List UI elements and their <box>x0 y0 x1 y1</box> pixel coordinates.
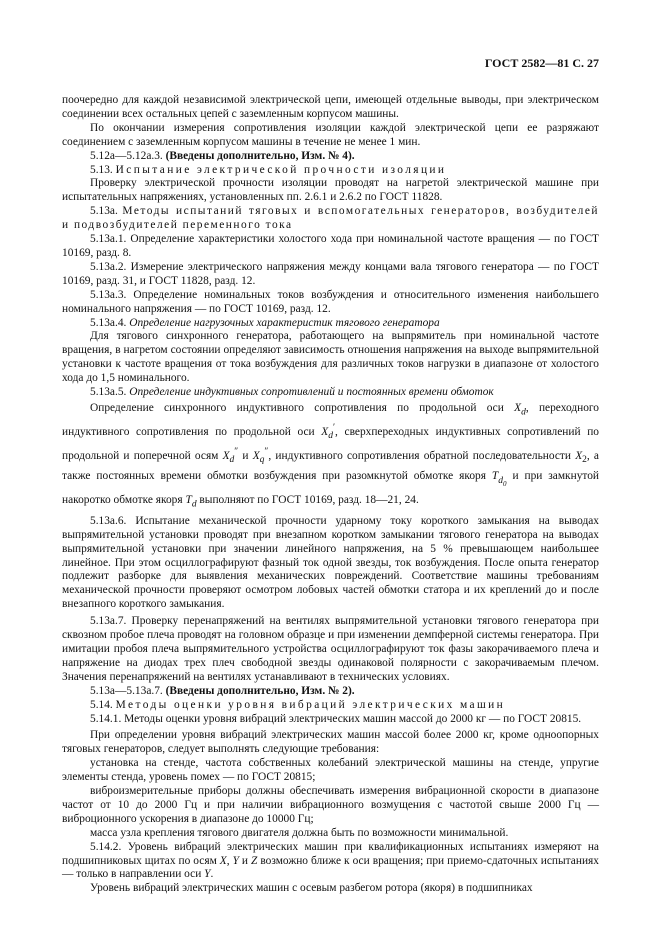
paragraph: Проверку электрической прочности изоляции проводят на нагретой электрической машине при испытательных напряжениях, установленных пп. 2.6.1 и 2.6.2 по ГОСТ 11828. <box>62 177 599 204</box>
paragraph: 5.13а.2. Измерение электрического напряжения между концами вала тягового генератора — по ГОСТ 10169, разд. 31, и ГОСТ 11828, разд. 12. <box>62 260 599 287</box>
paragraph: Уровень вибраций электрических машин с осевым разбегом ротора (якоря) в подшипниках <box>90 882 533 895</box>
clause-number: 5.12а—5.12а.3. <box>90 149 166 162</box>
axis-symbol: X <box>219 854 227 867</box>
paragraph: виброизмерительные приборы должны обеспечивать измерения вибрационной скорости в диапазоне частот от 10 до 2000 Гц и при наличии вибрационного возмущения с частотой свыше 2000 Гц — виброционного ускорения в диапазоне до 10000 Гц; <box>62 785 599 825</box>
paragraph: установка на стенде, частота собственных колебаний электрической машины на стенде, упругие элементы стенда, уровень помех — по ГОСТ 20815; <box>62 757 599 784</box>
subscript-letter: d <box>498 475 504 486</box>
axis-symbol: Y <box>232 854 239 867</box>
text-run: и <box>238 854 252 867</box>
amendment-note: (Введены дополнительно, Изм. № 2). <box>165 684 355 697</box>
subscript: d <box>521 407 526 418</box>
paragraph: При определении уровня вибраций электрических машин массой более 2000 кг, кроме одноопорных тяговых генераторов, следует выполнять следующие требования: <box>62 729 599 756</box>
symbol: X <box>222 450 230 463</box>
text-run: , переходного индуктивного сопротивления по продольной оси <box>62 401 599 439</box>
clause-number: 5.13. <box>90 163 116 176</box>
paragraph: Для тягового синхронного генератора, работающего на выпрямитель при номинальной частоте вращения, в нагретом состоянии определяют зависимость отношения напряжения на выходе выпрямительной установки к частоте вращения от тока возбуждения для различных токов нагрузки в диапазоне от холостого хода до 1,5 номинального. <box>62 330 599 385</box>
subscript: d <box>328 431 333 442</box>
text-run: , индуктивного сопротивления обратной последовательности <box>268 450 576 463</box>
heading-text: Испытание электрической прочности изоляции <box>115 163 447 176</box>
symbol: X <box>321 426 329 439</box>
clause-number: 5.14. <box>90 698 116 711</box>
symbol: X <box>575 450 583 463</box>
document-body <box>62 94 599 896</box>
paragraph <box>62 841 599 883</box>
paragraph: По окончании измерения сопротивления изоляции каждой электрической цепи ее разряжают соединением с заземленным корпусом машины в течение не менее 1 мин. <box>62 121 599 148</box>
paragraph: 5.13а.1. Определение характеристики холостого хода при номинальной частоте вращения — по ГОСТ 10169, разд. 8. <box>62 233 599 259</box>
prime: ″ <box>264 447 269 458</box>
text-run: , <box>226 854 233 867</box>
paragraph <box>62 685 599 699</box>
clause-number: 5.13а. <box>90 205 123 218</box>
prime: ″ <box>234 447 239 458</box>
paragraph: 5.13а.3. Определение номинальных токов возбуждения и относительного изменения наибольшего номинального напряжения — по ГОСТ 10169, разд. 12. <box>62 288 599 315</box>
prime: ′ <box>332 423 336 434</box>
subscript: q <box>259 455 265 466</box>
axis-symbol: Z <box>251 854 258 867</box>
heading-text: Методы оценки уровня вибраций электрических машин <box>115 698 506 711</box>
subheading-text: Определение нагрузочных характеристик тягового генератора <box>129 316 440 329</box>
paragraph-with-formulas <box>62 400 599 512</box>
subscript: d <box>191 498 197 509</box>
paragraph: 5.13а.7. Проверку перенапряжений на вентилях выпрямительной установки тягового генератора при сквозном пробое плеча проводят на головном образце и при изменении демпферной системы генератора. При имитации пробоя плеча выпрямительного устройства осциллографируют ток фазы закорачиваемого плеча и напряжение на диодах трех плеч свободной звезды одинаковой полярности с закорачиваемым плечом. Значения перенапряжений на вентилях устанавливают в технических условиях. <box>62 615 599 683</box>
text-run: Определение синхронного индуктивного сопротивления по продольной оси <box>90 401 515 414</box>
text-run: и при замкнутой накоротко обмотке якоря <box>62 470 600 506</box>
clause-number: 5.13а—5.13а.7. <box>90 684 166 697</box>
axis-symbol: Y <box>204 868 211 881</box>
subscript-zero: 0 <box>503 479 507 488</box>
text-run: выполняют по ГОСТ 10169, разд. 18—21, 24. <box>196 493 419 506</box>
subheading <box>62 386 599 400</box>
heading-text: Методы испытаний тяговых и вспомогательных генераторов, возбудителей и подвозбудителей переменного тока <box>62 205 599 232</box>
subscript <box>498 476 506 486</box>
paragraph: 5.14.1. Методы оценки уровня вибраций электрических машин массой до 2000 кг — по ГОСТ 20815. <box>90 712 582 725</box>
subheading <box>62 317 599 331</box>
text-run: , а также постоянных времени обмотки возбуждения при разомкнутой обмотке якоря <box>62 450 599 483</box>
text-run: , сверхпереходных индуктивных сопротивлений по продольной и поперечной осям <box>62 426 599 463</box>
symbol: X <box>514 401 522 414</box>
section-heading <box>62 164 599 178</box>
paragraph: 5.13а.6. Испытание механической прочности ударному току короткого замыкания на выводах выпрямительной установки проводят при внезапном коротком замыкании тягового генератора на выводах выпрямительной установки при значении линейного напряжения, на 5 % превышающем наибольшее линейное. При этом осциллографируют фазный ток одной звезды, ток возбуждения. После опыта генератор подлежит разборке для выявления механических повреждений. Соответствие машины требованиям механической прочности проверяют осмотром лобовых частей обмотки статора и их креплений до и после внезапного короткого замыкания. <box>62 514 599 611</box>
text-run: и <box>238 450 253 463</box>
subscript: 2 <box>582 455 587 466</box>
symbol: T <box>185 493 192 506</box>
paragraph: масса узла крепления тягового двигателя должна быть по возможности минимальной. <box>90 826 509 839</box>
subscript: d <box>229 455 235 466</box>
text-run: 5.14.2. Уровень вибраций электрических машин при квалификационных испытаниях измеряют на подшипниковых щитах по осям <box>62 840 599 867</box>
subheading-text: Определение индуктивных сопротивлений и постоянных времени обмоток <box>129 386 494 399</box>
symbol: X <box>252 450 260 463</box>
section-heading <box>62 699 599 713</box>
paragraph: поочередно для каждой независимой электрической цепи, имеющей отдельные выводы, при электрическом соединении всех остальных цепей с заземленным корпусом машины. <box>62 94 599 120</box>
paragraph <box>62 150 599 164</box>
clause-number: 5.13а.5. <box>90 386 130 399</box>
text-run: . <box>210 868 214 881</box>
page-header: ГОСТ 2582—81 С. 27 <box>484 56 599 70</box>
section-heading <box>62 205 599 233</box>
clause-number: 5.13а.4. <box>90 316 130 329</box>
symbol: T <box>491 470 499 483</box>
amendment-note: (Введены дополнительно, Изм. № 4). <box>165 149 355 162</box>
text-run: возможно ближе к оси вращения; при приемо-сдаточных испытаниях — только в направлении оси <box>62 854 599 881</box>
